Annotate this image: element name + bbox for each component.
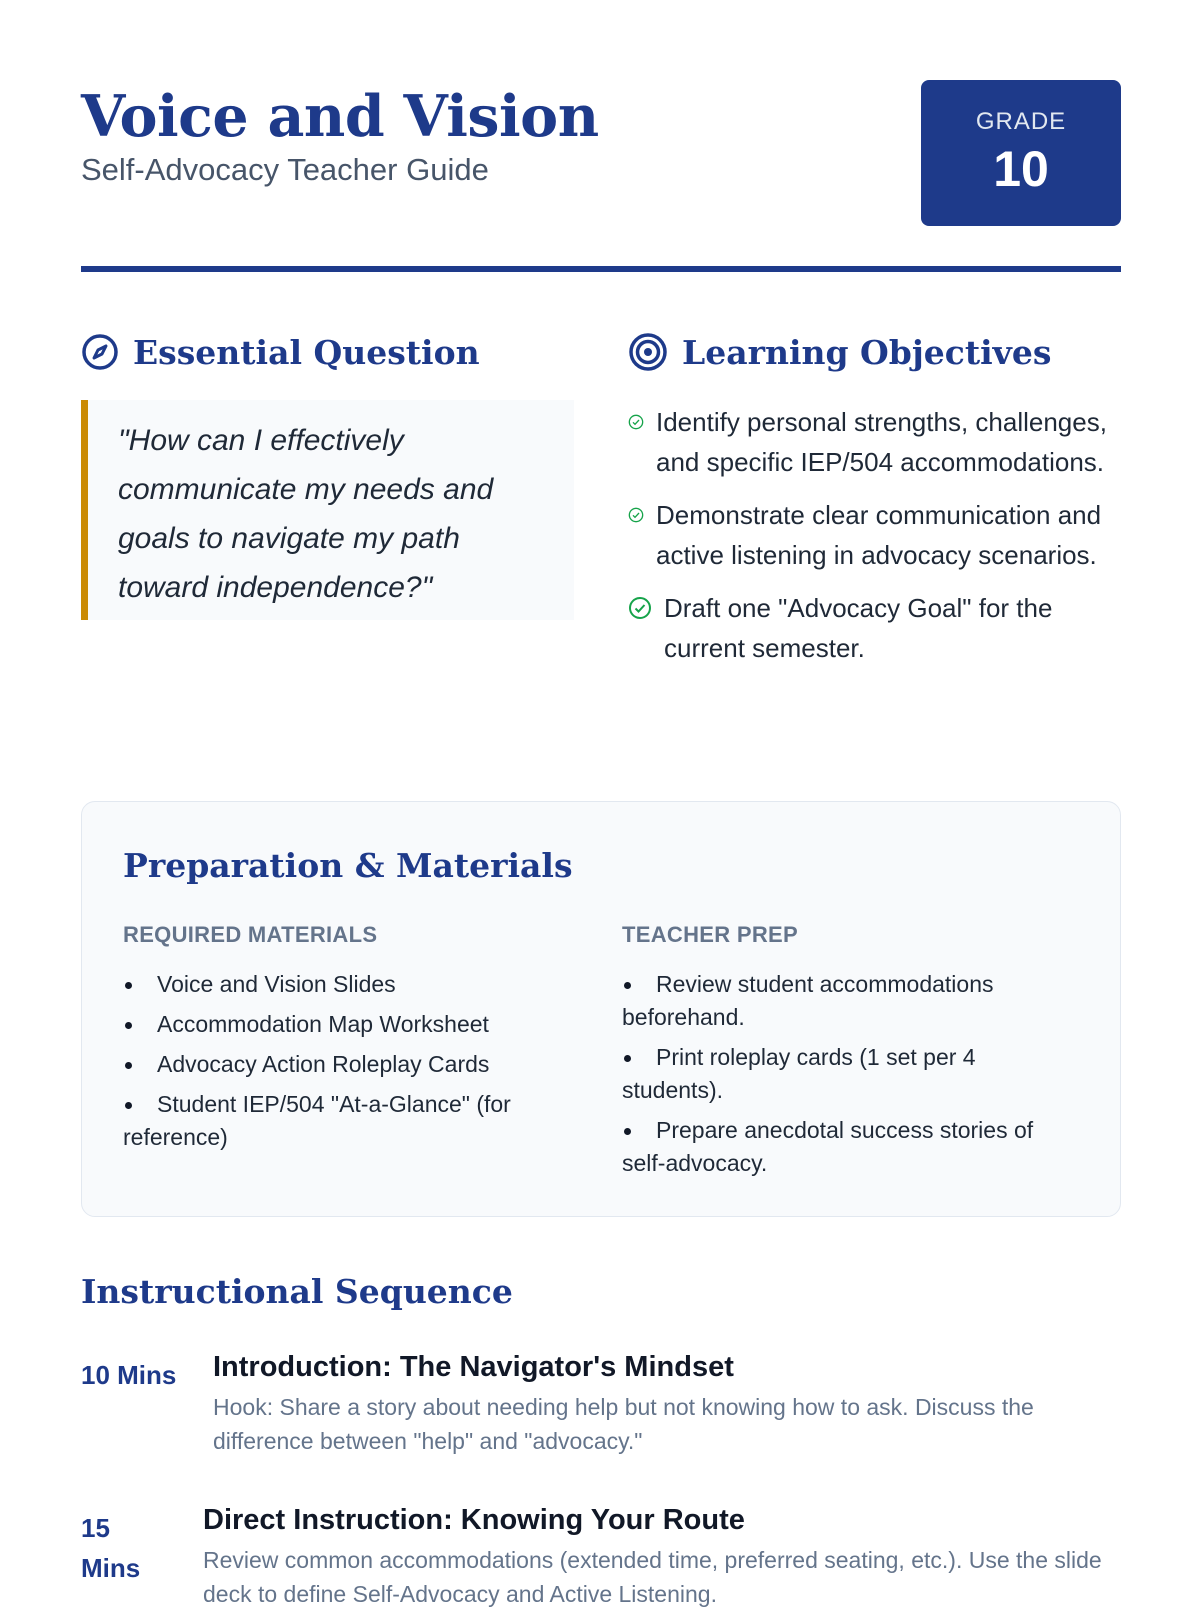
materials-heading: Preparation & Materials [123,846,573,885]
required-materials-title: REQUIRED MATERIALS [123,922,378,947]
header-divider [81,266,1121,272]
materials-card [81,801,1121,1217]
list-item: Voice and Vision Slides [123,968,563,1001]
teacher-prep-column [622,922,1082,1187]
essential-question-quote: "How can I effectively communicate my needs and goals to navigate my path toward independence?" [81,400,574,620]
list-item: Student IEP/504 "At-a-Glance" (for reference) [123,1088,563,1154]
step-title: Direct Instruction: Knowing Your Route [203,1504,745,1536]
list-item: Print roleplay cards (1 set per 4 students). [622,1041,1082,1107]
compass-icon [81,333,119,371]
required-materials-column [123,922,563,1161]
list-item: Accommodation Map Worksheet [123,1008,563,1041]
step-time: 15 Mins [81,1513,141,1583]
teacher-prep-title: TEACHER PREP [622,922,798,947]
check-circle-icon [628,596,652,620]
step-description: Review common accommodations (extended time, preferred seating, etc.). Use the slide deck to define Self-Advocacy and Active Listening. [203,1547,1102,1607]
grade-badge [921,80,1121,226]
page-title: Voice and Vision [81,83,599,150]
list-item [628,495,1121,575]
grade-value: 10 [993,141,1049,197]
check-circle-icon [628,507,644,523]
step-description: Hook: Share a story about needing help but not knowing how to ask. Discuss the difference between "help" and "advocacy." [213,1394,1034,1454]
objective-text: Identify personal strengths, challenges, and specific IEP/504 accommodations. [656,407,1107,477]
objective-text: Draft one "Advocacy Goal" for the current semester. [664,593,1053,663]
list-item: Prepare anecdotal success stories of self-advocacy. [622,1114,1082,1180]
list-item [628,402,1121,482]
objective-text: Demonstrate clear communication and active listening in advocacy scenarios. [656,500,1102,570]
check-circle-icon [628,414,644,430]
page-subtitle: Self-Advocacy Teacher Guide [81,152,489,187]
list-item: Review student accommodations beforehand. [622,968,1082,1034]
page-header [81,80,1121,230]
essential-question-section [81,330,574,604]
step-time: 10 Mins [81,1360,177,1390]
list-item: Advocacy Action Roleplay Cards [123,1048,563,1081]
grade-label: GRADE [975,108,1067,135]
sequence-heading: Instructional Sequence [81,1272,513,1311]
learning-objectives-section [628,330,1121,663]
step-title: Introduction: The Navigator's Mindset [213,1351,734,1383]
teacher-prep-list [622,968,1082,1180]
objectives-list [628,402,1121,681]
required-materials-list [123,968,563,1154]
essential-question-heading: Essential Question [133,332,480,372]
target-icon [628,332,668,372]
list-item [628,588,1121,668]
learning-objectives-heading: Learning Objectives [682,332,1052,372]
